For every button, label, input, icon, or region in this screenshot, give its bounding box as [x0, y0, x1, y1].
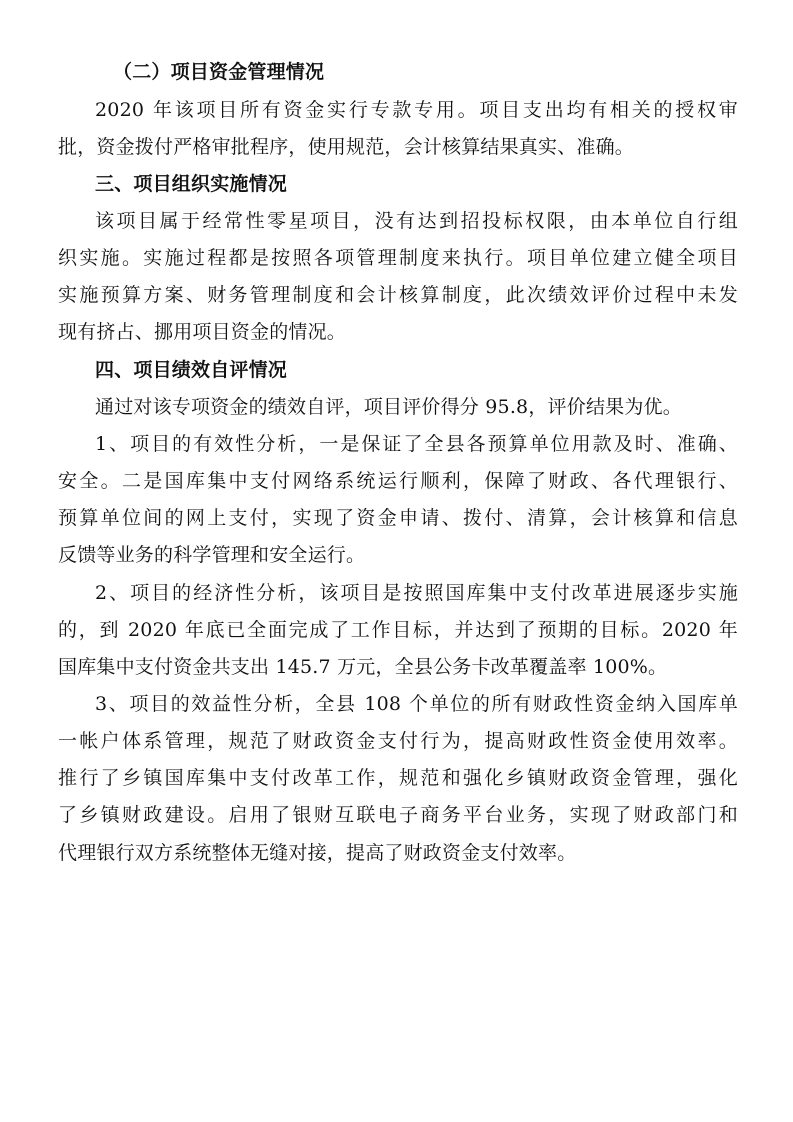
paragraph-line: 实施预算方案、财务管理制度和会计核算制度，此次绩效评价过程中未发 [58, 284, 738, 306]
paragraph-line: 2、项目的经济性分析，该项目是按照国库集中支付改革进展逐步实施 [95, 582, 738, 604]
paragraph-line: 该项目属于经常性零星项目，没有达到招投标权限，由本单位自行组 [95, 210, 738, 232]
section-heading-implementation: 三、项目组织实施情况 [95, 173, 288, 195]
paragraph-line: 通过对该专项资金的绩效自评，项目评价得分 95.8，评价结果为优。 [95, 396, 682, 418]
section-heading-self-evaluation: 四、项目绩效自评情况 [95, 359, 288, 381]
paragraph-line: 3、项目的效益性分析，全县 108 个单位的所有财政性资金纳入国库单 [95, 693, 738, 715]
paragraph-line: 推行了乡镇国库集中支付改革工作，规范和强化乡镇财政资金管理，强化 [58, 767, 738, 789]
paragraph-line: 批，资金拨付严格审批程序，使用规范，会计核算结果真实、准确。 [58, 136, 635, 158]
paragraph-line: 现有挤占、挪用项目资金的情况。 [58, 321, 347, 343]
paragraph-line: 2020 年该项目所有资金实行专款专用。项目支出均有相关的授权审 [95, 99, 738, 121]
paragraph-line: 1、项目的有效性分析，一是保证了全县各预算单位用款及时、准确、 [95, 433, 738, 455]
paragraph-line: 织实施。实施过程都是按照各项管理制度来执行。项目单位建立健全项目 [58, 247, 738, 269]
paragraph-line: 了乡镇财政建设。启用了银财互联电子商务平台业务，实现了财政部门和 [58, 804, 738, 826]
paragraph-line: 预算单位间的网上支付，实现了资金申请、拨付、清算，会计核算和信息 [58, 507, 738, 529]
paragraph-line: 国库集中支付资金共支出 145.7 万元，全县公务卡改革覆盖率 100%。 [58, 656, 668, 678]
paragraph-line: 代理银行双方系统整体无缝对接，提高了财政资金支付效率。 [58, 842, 577, 864]
paragraph-line: 安全。二是国库集中支付网络系统运行顺利，保障了财政、各代理银行、 [58, 470, 738, 492]
paragraph-line: 一帐户体系管理，规范了财政资金支付行为，提高财政性资金使用效率。 [58, 730, 738, 752]
paragraph-line: 的，到 2020 年底已全面完成了工作目标，并达到了预期的目标。2020 年 [58, 619, 738, 641]
section-heading-funds-management: （二）项目资金管理情况 [113, 61, 325, 83]
paragraph-line: 反馈等业务的科学管理和安全运行。 [58, 544, 366, 566]
